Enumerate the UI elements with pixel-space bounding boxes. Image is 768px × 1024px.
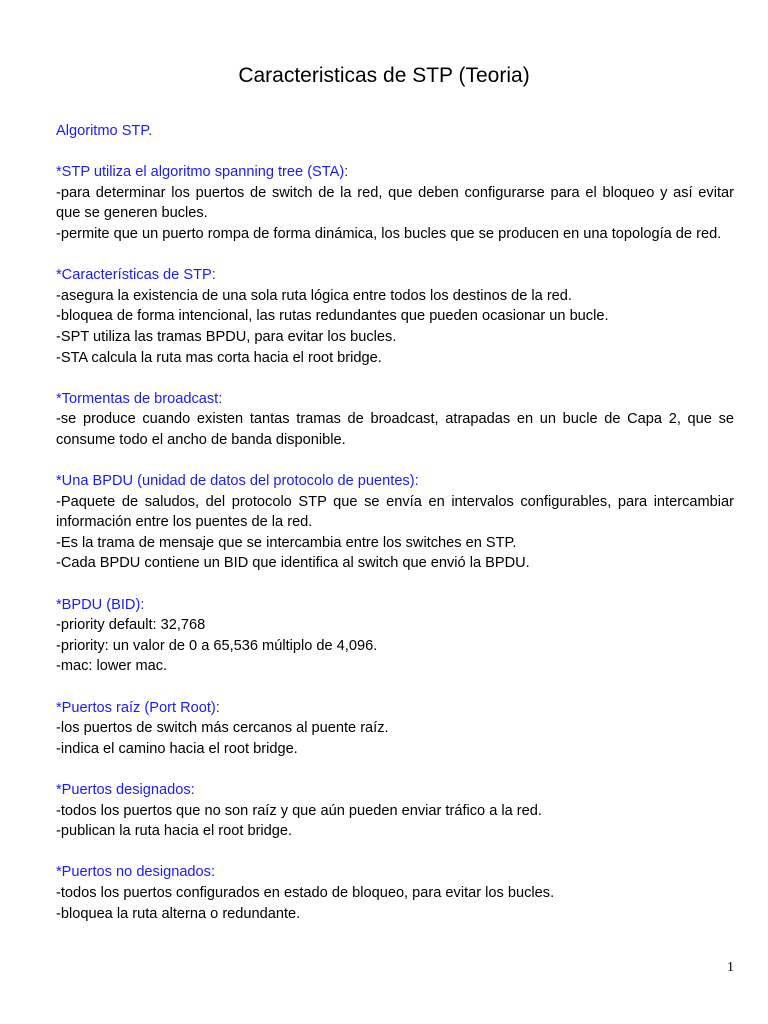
section: [56, 862, 734, 924]
section: [56, 265, 734, 368]
section-line: -asegura la existencia de una sola ruta lógica entre todos los destinos de la red.: [56, 287, 572, 304]
document-body: [56, 121, 734, 945]
intro-section: [56, 121, 734, 142]
section: [56, 471, 734, 574]
sections-container: [56, 162, 734, 924]
section-heading: *Puertos raíz (Port Root):: [56, 699, 220, 716]
section-line: -todos los puertos que no son raíz y que aún pueden enviar tráfico a la red.: [56, 802, 542, 819]
section-heading: *STP utiliza el algoritmo spanning tree (STA):: [56, 164, 349, 181]
section-line: -para determinar los puertos de switch de la red, que deben configurarse para el bloqueo y así evitar que se generen bucles.: [56, 184, 734, 222]
section: [56, 698, 734, 760]
section-line: -STA calcula la ruta mas corta hacia el root bridge.: [56, 349, 382, 366]
section-heading: *Características de STP:: [56, 267, 216, 284]
section: [56, 780, 734, 842]
section-heading: *Puertos designados:: [56, 782, 195, 798]
section-line: -priority default: 32,768: [56, 617, 206, 634]
section-line: -todos los puertos configurados en estado de bloqueo, para evitar los bucles.: [56, 884, 555, 901]
section-line: -permite que un puerto rompa de forma dinámica, los bucles que se producen en una topología de red.: [56, 225, 722, 242]
section-line: -publican la ruta hacia el root bridge.: [56, 823, 293, 840]
section-heading: *BPDU (BID):: [56, 596, 145, 613]
section-heading: *Tormentas de broadcast:: [56, 390, 223, 407]
section-heading: *Puertos no designados:: [56, 864, 216, 881]
section-line: -mac: lower mac.: [56, 658, 168, 675]
section-heading: Algoritmo STP.: [56, 123, 153, 139]
page-title: Caracteristicas de STP (Teoria): [238, 64, 530, 87]
section-line: -Cada BPDU contiene un BID que identifica al switch que envió la BPDU.: [56, 555, 530, 572]
section-line: -se produce cuando existen tantas tramas de broadcast, atrapadas en un bucle de Capa 2, que se consume todo el ancho de banda disponible.: [56, 411, 734, 448]
section-line: -bloquea la ruta alterna o redundante.: [56, 905, 301, 922]
section-line: -Es la trama de mensaje que se intercambia entre los switches en STP.: [56, 534, 517, 551]
section: [56, 595, 734, 677]
section-heading: *Una BPDU (unidad de datos del protocolo de puentes):: [56, 473, 419, 490]
section-line: -priority: un valor de 0 a 65,536 múltiplo de 4,096.: [56, 637, 378, 654]
section: [56, 389, 734, 451]
section-line: -bloquea de forma intencional, las rutas redundantes que pueden ocasionar un bucle.: [56, 308, 609, 325]
section-line: -indica el camino hacia el root bridge.: [56, 740, 298, 757]
section-line: -los puertos de switch más cercanos al puente raíz.: [56, 720, 389, 737]
section-line: -Paquete de saludos, del protocolo STP que se envía en intervalos configurables, para intercambiar información entre los puentes de la red.: [56, 493, 734, 531]
section-line: -SPT utiliza las tramas BPDU, para evitar los bucles.: [56, 328, 397, 345]
section: [56, 162, 734, 244]
page-number: 1: [727, 960, 734, 975]
